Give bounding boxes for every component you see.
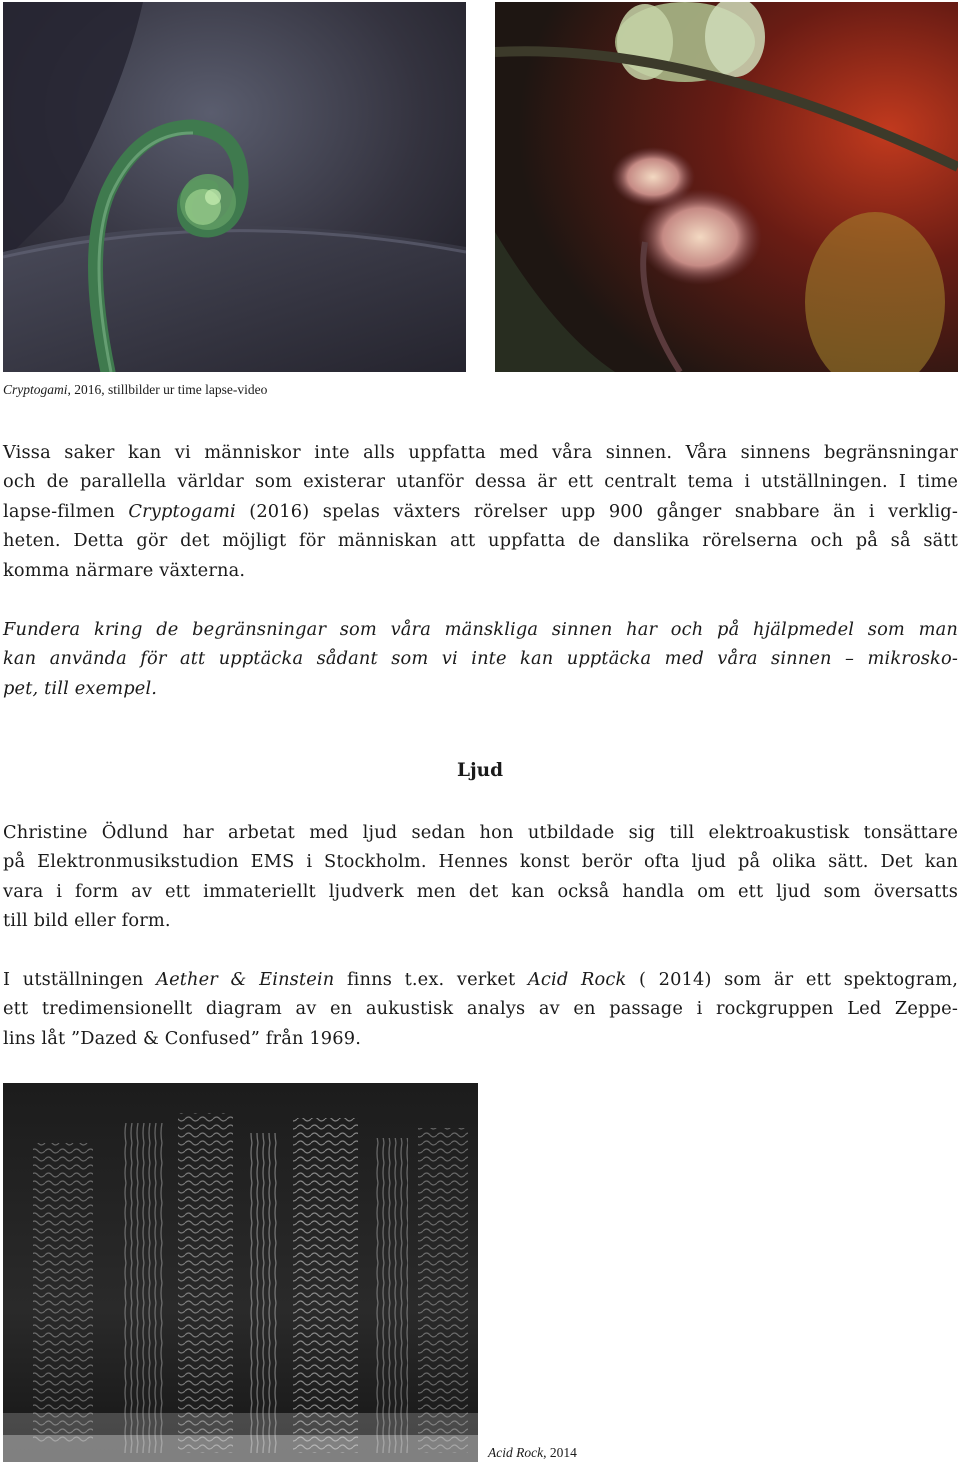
fern-fiddlehead-photo: [3, 2, 466, 372]
text-line: Fundera kring de begränsningar som våra mänskliga sinnen har och på hjälpmedel som man: [3, 619, 958, 640]
caption-title: Cryptogami: [3, 382, 68, 397]
caption-text: , 2014: [543, 1445, 577, 1460]
caption-title: Acid Rock: [488, 1445, 544, 1460]
text-line: till bild eller form.: [3, 910, 171, 932]
photo-caption-acid-rock: [488, 1445, 577, 1461]
text-line: komma närmare växterna.: [3, 559, 246, 581]
text-line: vara i form av ett immateriellt ljudverk men det kan också handla om ett ljud som översatts: [3, 880, 958, 902]
text-run: I utställningen: [3, 969, 157, 990]
text-line: pet, till exempel.: [3, 677, 158, 699]
work-title: Acid Rock: [527, 969, 627, 990]
sound-paragraph: [3, 818, 958, 936]
section-heading: Ljud: [456, 760, 504, 781]
text-run: finns t.ex. verket: [334, 969, 528, 990]
text-run: lapse-filmen: [3, 500, 129, 522]
caption-text: , 2016, stillbilder ur time lapse-video: [67, 382, 268, 397]
acid-rock-spectrogram-artwork: [3, 1083, 478, 1462]
intro-paragraph: [3, 438, 958, 585]
reflection-paragraph: [3, 615, 958, 703]
text-line: och de parallella världar som existerar utanför dessa är ett centralt tema i utställningen. I time: [3, 471, 958, 493]
text-run: (2016) spelas växters rörelser upp 900 gånger snabbare än i verklig-: [235, 500, 958, 522]
exhibition-paragraph: [3, 965, 958, 1053]
text-line: [3, 965, 958, 994]
text-line: ett tredimensionellt diagram av en aukustisk analys av en passage i rockgruppen Led Zeppe-: [3, 998, 958, 1020]
hairy-flower-bud-photo: [495, 2, 958, 372]
text-line: Christine Ödlund har arbetat med ljud sedan hon utbildade sig till elektroakustisk tonsättare: [3, 822, 958, 843]
text-line: kan använda för att upptäcka sådant som vi inte kan upptäcka med våra sinnen – mikrosko-: [3, 648, 958, 670]
text-line: på Elektronmusikstudion EMS i Stockholm. Hennes konst berör ofta ljud på olika sätt. Det kan: [3, 851, 958, 873]
text-line: Vissa saker kan vi människor inte alls uppfatta med våra sinnen. Våra sinnens begränsningar: [3, 442, 958, 463]
text-line: heten. Detta gör det möjligt för människan att uppfatta de danslika rörelserna och på så sätt: [3, 530, 958, 552]
exhibition-title: Aether & Einstein: [156, 969, 335, 990]
photo-caption-cryptogami: [3, 382, 267, 398]
text-run: ( 2014) som är ett spektogram,: [626, 969, 958, 990]
text-line: [3, 497, 958, 526]
work-title: Cryptogami: [128, 500, 236, 522]
text-line: lins låt ”Dazed & Confused” från 1969.: [3, 1027, 361, 1049]
